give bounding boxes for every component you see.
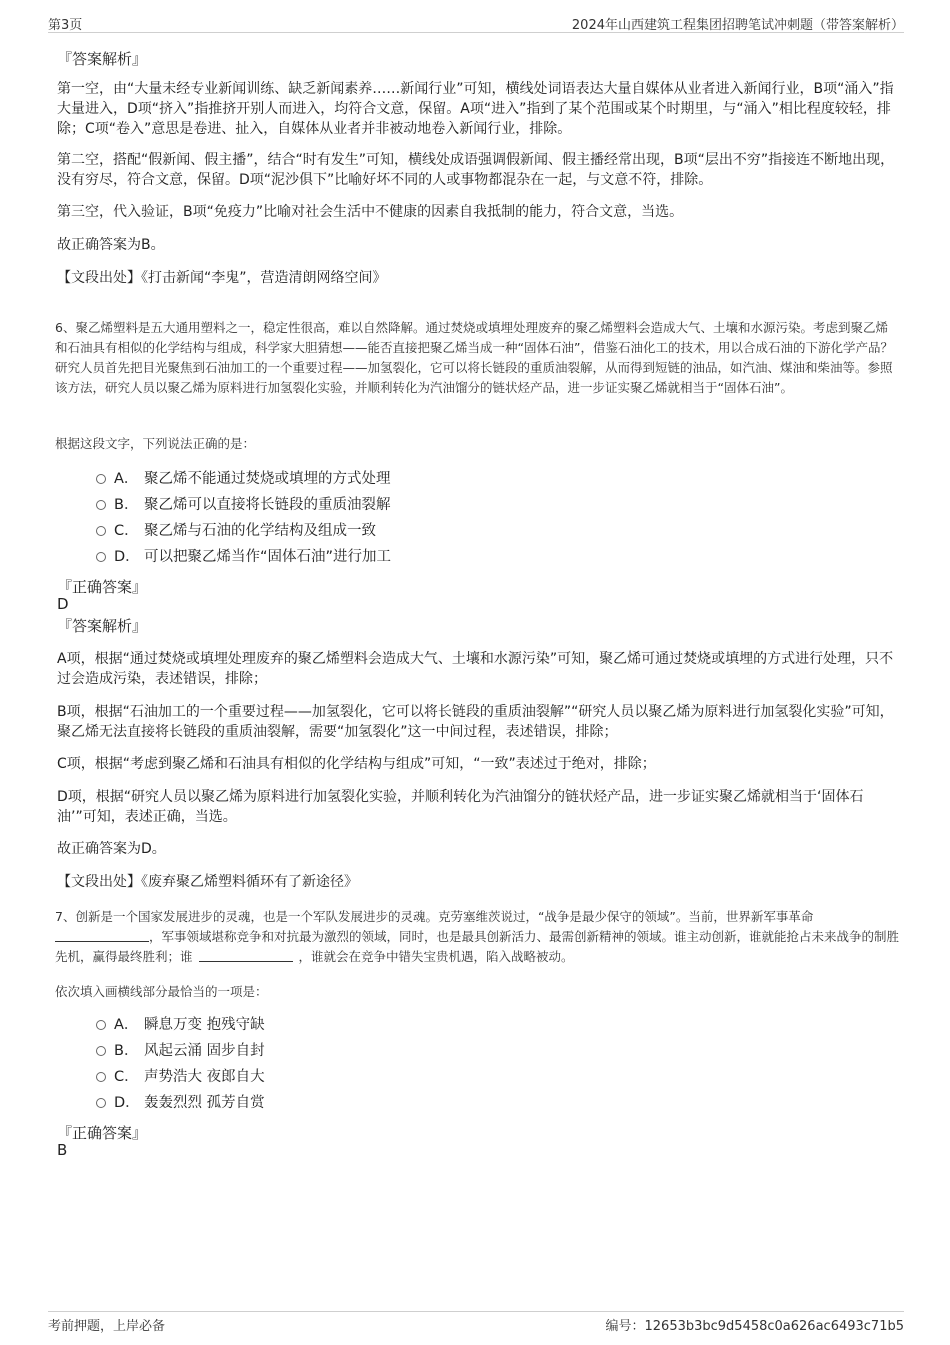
analysis-option-c: C项，根据“考虑到聚乙烯和石油具有相似的化学结构与组成”可知，“一致”表述过于绝对，排除； <box>57 756 656 772</box>
page-footer <box>48 1311 904 1332</box>
analysis-option-a: A项，根据“通过焚烧或填埋处理废弃的聚乙烯塑料会造成大气、土壤和水源污染”可知，聚乙烯可通过焚烧或填埋的方式进行处理，只不过会造成污染，表述错误，排除； <box>57 651 894 687</box>
analysis-conclusion: 故正确答案为B。 <box>57 237 165 253</box>
analysis-heading: 『答案解析』 <box>57 617 148 635</box>
analysis-paragraph-2: 第二空，搭配“假新闻、假主播”，结合“时有发生”可知，横线处成语强调假新闻、假主播经常出现，B项“层出不穷”指接连不断地出现，没有穷尽，符合文意，保留。D项“泥沙俱下”比喻好坏不同的人或事物都混杂在一起，与文意不符，排除。 <box>57 152 895 188</box>
question-6-option-c[interactable]: C． 聚乙烯与石油的化学结构及组成一致 <box>96 520 376 542</box>
analysis-paragraph-3: 第三空，代入验证，B项“免疫力”比喻对社会生活中不健康的因素自我抵制的能力，符合文意，当选。 <box>57 204 684 220</box>
correct-answer-heading: 『正确答案』 <box>57 578 148 596</box>
radio-icon[interactable] <box>96 474 106 484</box>
correct-answer-heading: 『正确答案』 <box>57 1124 148 1142</box>
question-6-option-b[interactable]: B． 聚乙烯可以直接将长链段的重质油裂解 <box>96 494 391 516</box>
source-citation: 【文段出处】《废弃聚乙烯塑料循环有了新途径》 <box>57 874 358 890</box>
analysis-heading: 『答案解析』 <box>57 50 148 68</box>
page-number: 第3页 <box>48 18 83 33</box>
radio-icon[interactable] <box>96 1020 106 1030</box>
analysis-option-b: B项，根据“石油加工的一个重要过程——加氢裂化，它可以将长链段的重质油裂解”“研究人员以聚乙烯为原料进行加氢裂化实验”可知，聚乙烯无法直接将长链段的重质油裂解，需要“加氢裂化”这一中间过程，表述错误，排除； <box>57 704 894 740</box>
source-citation: 【文段出处】《打击新闻“李鬼”，营造清朗网络空间》 <box>57 270 387 286</box>
analysis-paragraph-1: 第一空，由“大量未经专业新闻训练、缺乏新闻素养……新闻行业”可知，横线处词语表达大量自媒体从业者进入新闻行业，B项“涌入”指大量进入，D项“挤入”指推挤开别人而进入，均符合文意，保留。A项“进入”指到了某个范围或某个时期里，与“涌入”相比程度较轻，排除；C项“卷入”意思是卷进、扯入，自媒体从业者并非被动地卷入新闻行业，排除。 <box>57 81 894 137</box>
correct-answer: B <box>57 1141 68 1159</box>
question-7-stem: 7、创新是一个国家发展进步的灵魂，也是一个军队发展进步的灵魂。克劳塞维茨说过，“战争是最少保守的领域”。当前，世界新军事革命，军事领域堪称竞争和对抗最为激烈的领域，同时，也是最具创新活力、最需创新精神的领域。谁主动创新，谁就能抢占未来战争的制胜先机，赢得最终胜利；谁 ，谁就会在竞争中错失宝贵机遇，陷入战略被动。 <box>55 909 900 964</box>
question-6-option-a[interactable]: A． 聚乙烯不能通过焚烧或填埋的方式处理 <box>96 468 391 490</box>
radio-icon[interactable] <box>96 1046 106 1056</box>
question-7-option-b[interactable]: B． 风起云涌 固步自封 <box>96 1040 265 1062</box>
footer-slogan: 考前押题，上岸必备 <box>48 1319 166 1334</box>
document-title: 2024年山西建筑工程集团招聘笔试冲刺题（带答案解析） <box>571 18 904 33</box>
analysis-option-d: D项，根据“研究人员以聚乙烯为原料进行加氢裂化实验，并顺利转化为汽油馏分的链状烃产品，进一步证实聚乙烯就相当于‘固体石油’”可知，表述正确，当选。 <box>57 789 864 825</box>
radio-icon[interactable] <box>96 552 106 562</box>
radio-icon[interactable] <box>96 1072 106 1082</box>
correct-answer: D <box>57 595 69 613</box>
fill-blank-2 <box>199 949 293 962</box>
radio-icon[interactable] <box>96 1098 106 1108</box>
question-7-option-c[interactable]: C． 声势浩大 夜郎自大 <box>96 1066 265 1088</box>
question-6-stem: 6、聚乙烯塑料是五大通用塑料之一，稳定性很高，难以自然降解。通过焚烧或填埋处理废弃的聚乙烯塑料会造成大气、土壤和水源污染。考虑到聚乙烯和石油具有相似的化学结构与组成，科学家大胆猜想——能否直接把聚乙烯当成一种“固体石油”，借鉴石油化工的技术，用以合成石油的下游化学产品？研究人员首先把目光聚焦到石油加工的一个重要过程——加氢裂化，它可以将长链段的重质油裂解，从而得到短链的油品，如汽油、煤油和柴油等。参照该方法，研究人员以聚乙烯为原料进行加氢裂化实验，并顺利转化为汽油馏分的链状烃产品，进一步证实聚乙烯就相当于“固体石油”。 <box>55 320 893 395</box>
fill-blank-1 <box>55 929 149 942</box>
radio-icon[interactable] <box>96 526 106 536</box>
question-7-option-a[interactable]: A． 瞬息万变 抱残守缺 <box>96 1014 265 1036</box>
question-6-option-d[interactable]: D． 可以把聚乙烯当作“固体石油”进行加工 <box>96 546 391 568</box>
analysis-conclusion: 故正确答案为D。 <box>57 841 166 857</box>
page-header <box>48 12 904 33</box>
question-7-prompt: 依次填入画横线部分最恰当的一项是： <box>55 984 268 999</box>
question-6-prompt: 根据这段文字，下列说法正确的是： <box>55 436 256 451</box>
question-7-option-d[interactable]: D． 轰轰烈烈 孤芳自赏 <box>96 1092 265 1114</box>
document-id: 编号：12653b3bc9d5458c0a626ac6493c71b5 <box>605 1319 904 1334</box>
radio-icon[interactable] <box>96 500 106 510</box>
